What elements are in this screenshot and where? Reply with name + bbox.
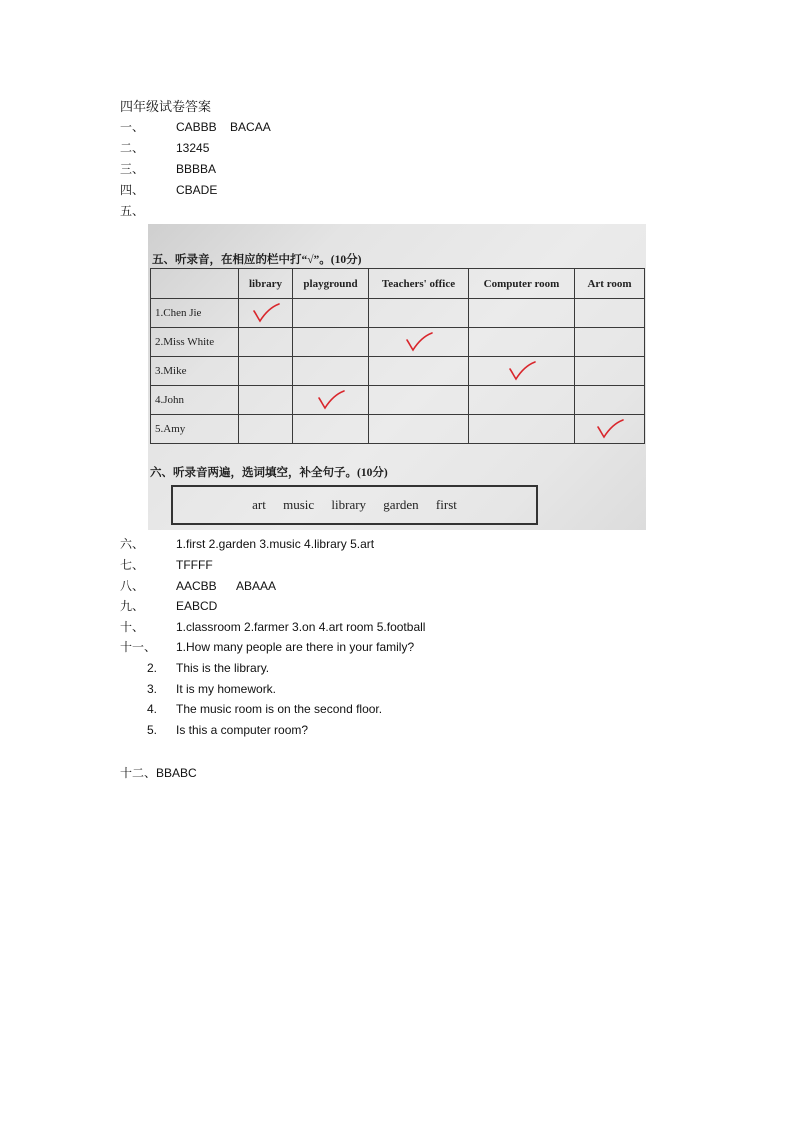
student-name: 4.John — [151, 386, 239, 415]
column-header: Teachers' office — [369, 269, 469, 299]
question-number: 九、 — [120, 599, 145, 613]
sentence-number: 5. — [147, 723, 158, 737]
question-number: 三、 — [120, 162, 145, 176]
column-header: playground — [293, 269, 369, 299]
table-row — [151, 386, 645, 415]
table-cell — [369, 386, 469, 415]
sentence-number: 4. — [147, 702, 158, 716]
sentence-number: 3. — [147, 682, 158, 696]
table-body — [151, 299, 645, 444]
table-cell — [239, 357, 293, 386]
final-answer-row: 十二、BBABC — [120, 766, 197, 780]
table-cell — [469, 299, 575, 328]
question-number: 七、 — [120, 558, 145, 572]
worksheet-heading: 五、听录音，在相应的栏中打“√”。(10分) — [152, 254, 362, 266]
answer-text: CABBB BACAA — [176, 120, 271, 134]
table-cell — [293, 386, 369, 415]
table-cell — [239, 299, 293, 328]
table-cell — [293, 328, 369, 357]
table-header-row — [151, 269, 645, 299]
student-name: 5.Amy — [151, 415, 239, 444]
table-row — [151, 299, 645, 328]
student-name: 2.Miss White — [151, 328, 239, 357]
table-cell — [369, 328, 469, 357]
table-cell — [293, 415, 369, 444]
table-cell — [469, 357, 575, 386]
student-name: 1.Chen Jie — [151, 299, 239, 328]
question-number: 五、 — [120, 204, 145, 218]
column-header: library — [239, 269, 293, 299]
word-bank — [171, 485, 538, 525]
student-name: 3.Mike — [151, 357, 239, 386]
table-row — [151, 328, 645, 357]
question-number: 八、 — [120, 579, 145, 593]
table-cell — [469, 328, 575, 357]
answer-text: EABCD — [176, 599, 218, 613]
table-cell — [469, 415, 575, 444]
table-cell — [369, 415, 469, 444]
answer-text: 13245 — [176, 141, 210, 155]
table-row — [151, 357, 645, 386]
table-cell — [369, 357, 469, 386]
worksheet-photo — [148, 224, 646, 530]
sentence-number: 2. — [147, 661, 158, 675]
question-number: 十一、 — [120, 640, 157, 654]
page-title: 四年级试卷答案 — [120, 99, 212, 114]
answer-text: CBADE — [176, 183, 218, 197]
column-header: Computer room — [469, 269, 575, 299]
question-number: 四、 — [120, 183, 145, 197]
word-bank-word: first — [435, 497, 457, 512]
header-blank — [151, 269, 239, 299]
word-bank-word: music — [283, 497, 315, 512]
table-cell — [239, 386, 293, 415]
table-cell — [469, 386, 575, 415]
word-bank-word: garden — [383, 497, 419, 512]
sentence-text: This is the library. — [176, 661, 270, 675]
checkmark-icon — [507, 360, 537, 382]
word-bank-word: art — [252, 497, 266, 512]
answer-text: BBBBA — [176, 162, 217, 176]
answer-text: AACBB ABAAA — [176, 579, 277, 593]
checkmark-icon — [251, 302, 281, 324]
answer-text: 1.first 2.garden 3.music 4.library 5.art — [176, 537, 375, 551]
sentence-text: It is my homework. — [176, 682, 277, 696]
answer-text: TFFFF — [176, 558, 213, 572]
checkmark-icon — [316, 389, 346, 411]
table-cell — [239, 415, 293, 444]
table-cell — [575, 299, 645, 328]
column-header: Art room — [575, 269, 645, 299]
table-cell — [575, 386, 645, 415]
listening-table — [150, 268, 645, 444]
sentence-text: Is this a computer room? — [176, 723, 309, 737]
question-number: 六、 — [120, 537, 145, 551]
question-number: 一、 — [120, 120, 145, 134]
word-bank-word: library — [331, 497, 367, 512]
question-number: 二、 — [120, 141, 145, 155]
table-cell — [575, 328, 645, 357]
table-cell — [369, 299, 469, 328]
worksheet-heading-2: 六、听录音两遍，选词填空，补全句子。(10分) — [150, 467, 388, 479]
table-cell — [575, 415, 645, 444]
answer-text: 1.classroom 2.farmer 3.on 4.art room 5.football — [176, 620, 426, 634]
table-row — [151, 415, 645, 444]
table-cell — [293, 357, 369, 386]
table-cell — [293, 299, 369, 328]
checkmark-icon — [404, 331, 434, 353]
checkmark-icon — [595, 418, 625, 440]
table-cell — [575, 357, 645, 386]
table-cell — [239, 328, 293, 357]
sentence-text: The music room is on the second floor. — [176, 702, 383, 716]
question-number: 十、 — [120, 620, 145, 634]
answer-text: 1.How many people are there in your family? — [176, 640, 415, 654]
